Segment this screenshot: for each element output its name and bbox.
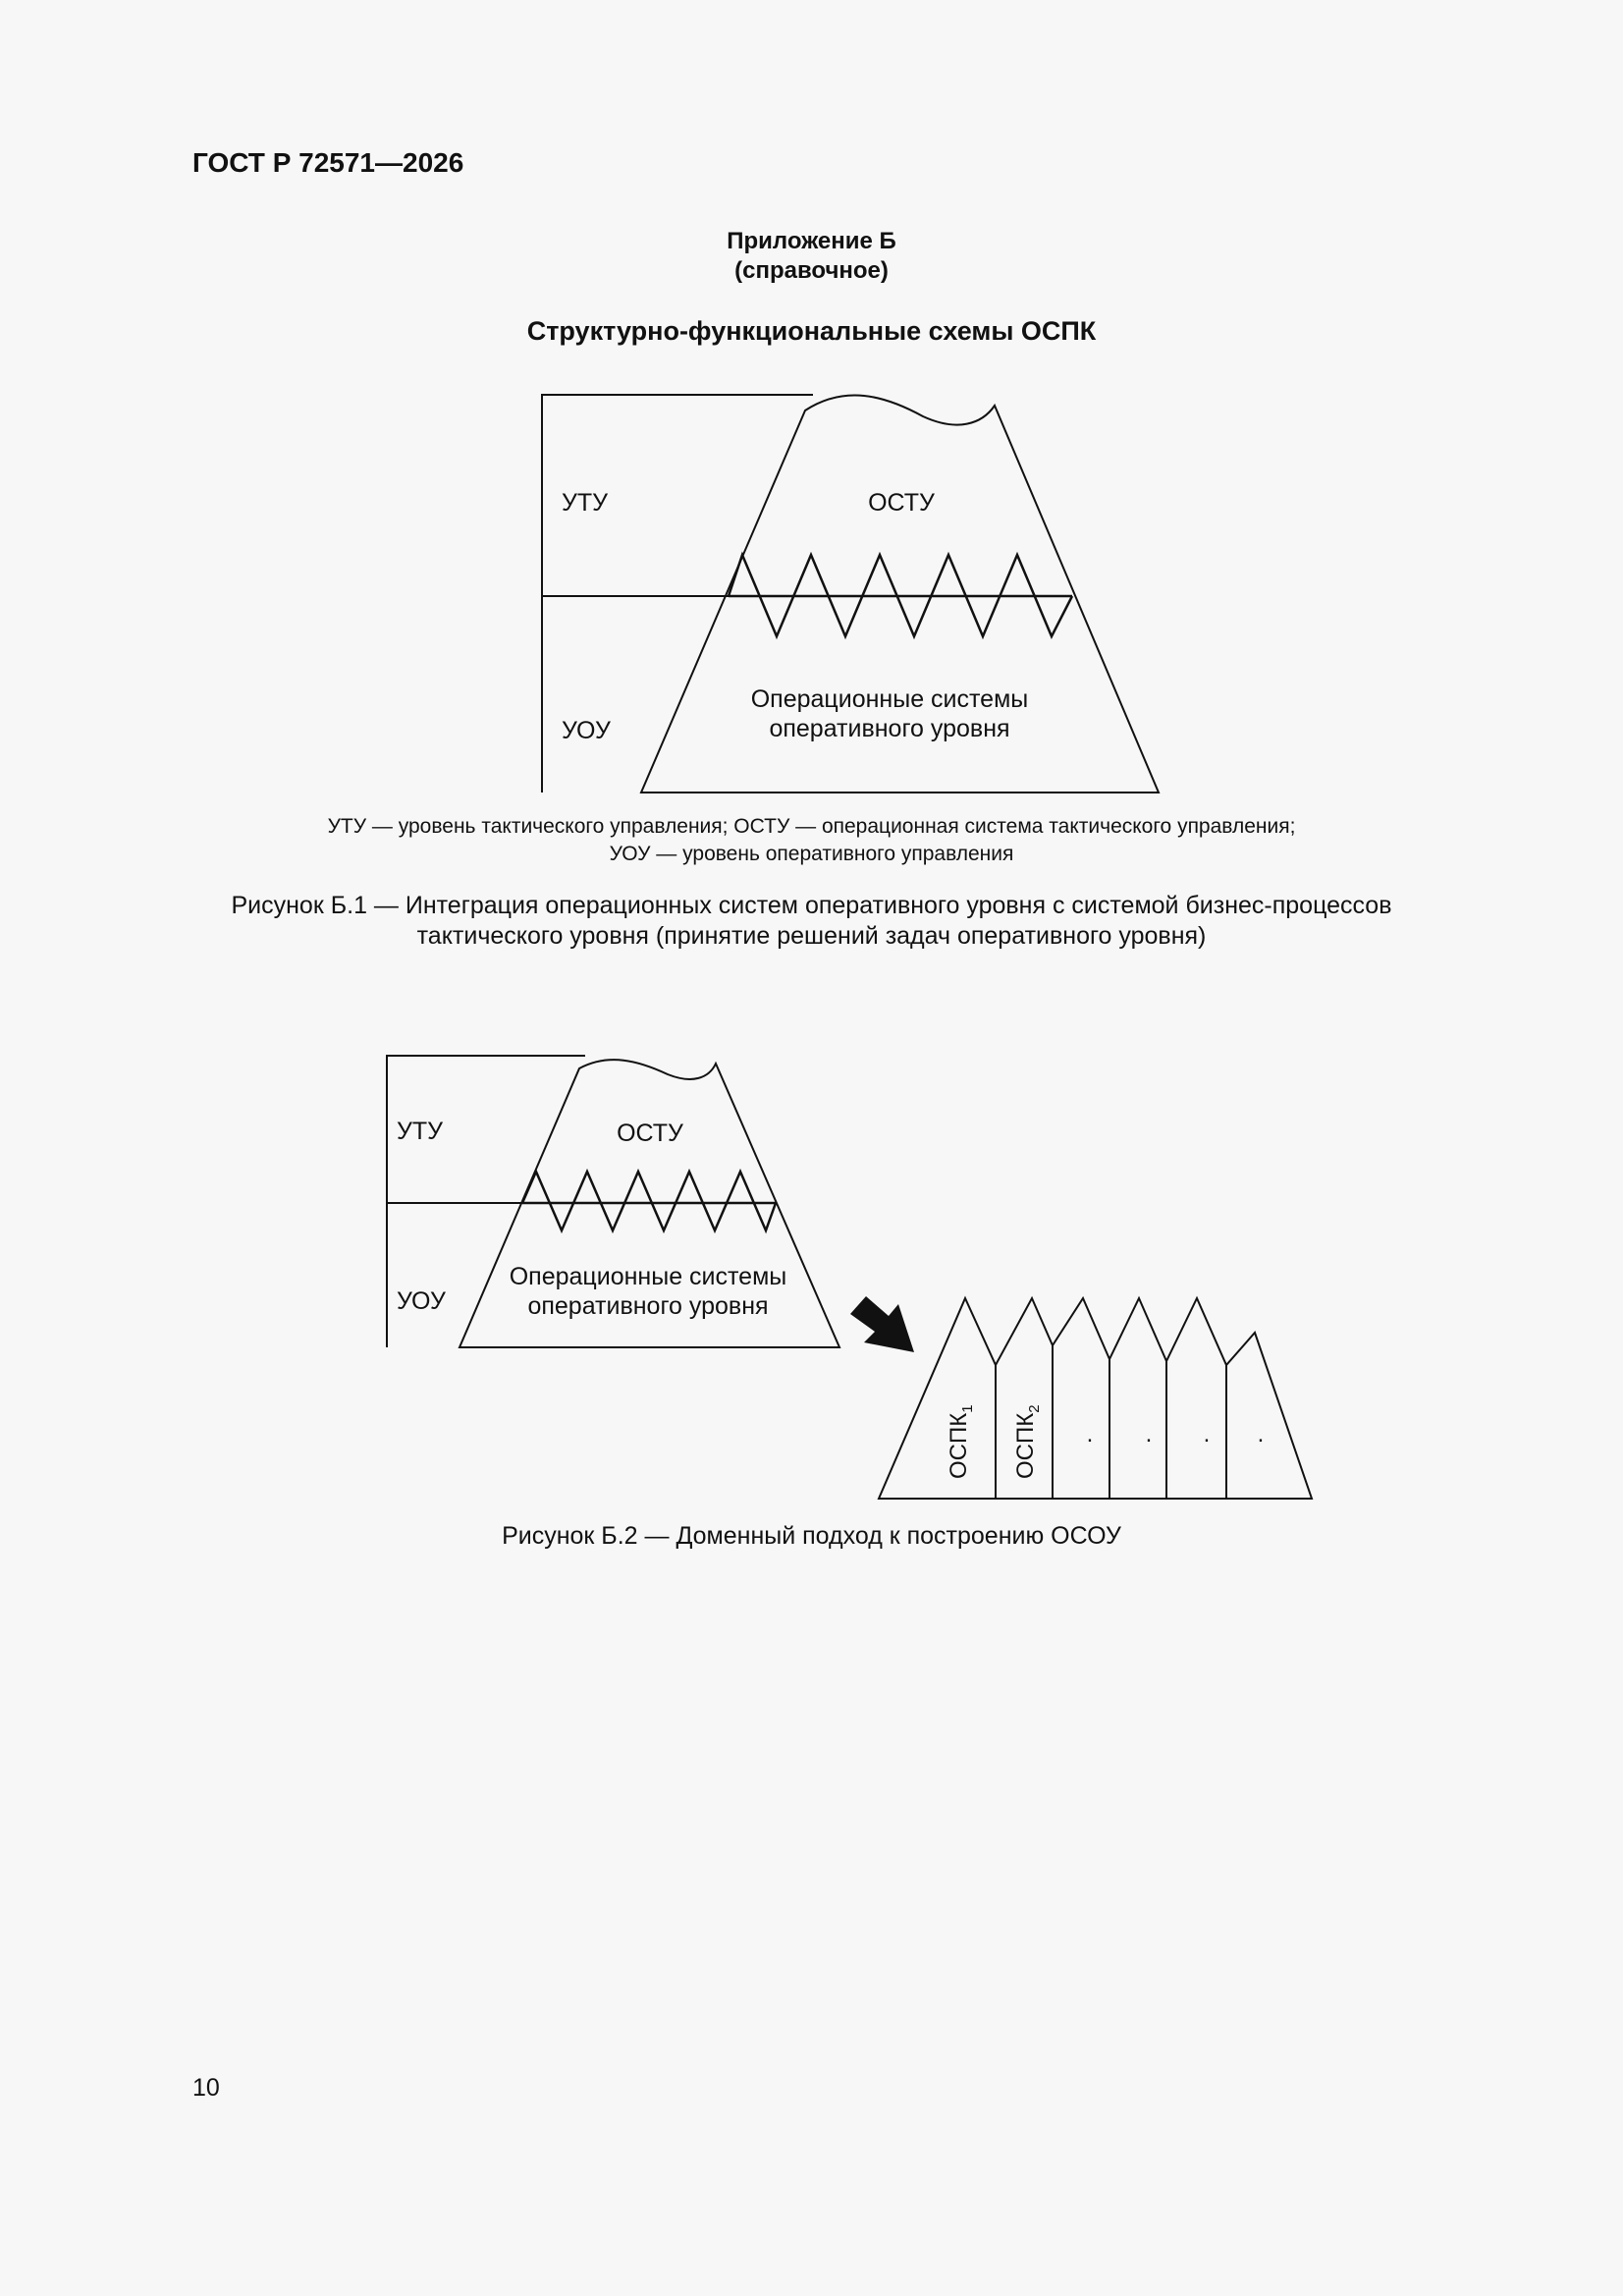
fig2-operational-line1: Операционные системы: [509, 1263, 787, 1290]
document-number: ГОСТ Р 72571—2026: [192, 147, 464, 178]
domain-label-1: $ОСПК_1$: [946, 1404, 976, 1479]
domain-label-1-subscript: 1: [959, 1404, 976, 1413]
fig2-label-uou: УОУ: [397, 1287, 446, 1315]
fig2-caption: Рисунок Б.2 — Доменный подход к построению ОСОУ: [502, 1522, 1121, 1550]
section-heading: Структурно-функциональные схемы ОСПК: [526, 316, 1097, 346]
fig1-legend-line2: УОУ — уровень оперативного управления: [609, 843, 1014, 865]
domain-label-2: $ОСПК_2$: [1012, 1404, 1043, 1479]
fig1-caption-line1: Рисунок Б.1 — Интеграция операционных систем оперативного уровня с системой бизнес-процессов: [231, 892, 1392, 919]
domain-dot-4: .: [1257, 1421, 1265, 1448]
appendix-title: Приложение Б: [727, 228, 896, 254]
arrow-icon: [850, 1296, 914, 1352]
fig1-legend-line1: УТУ — уровень тактического управления; ОСТУ — операционная система тактического управления;: [327, 815, 1296, 838]
domain-blocks-outline: [879, 1298, 1312, 1499]
fig1-operational-line1: Операционные системы: [750, 685, 1029, 713]
fig1-operational-line2: оперативного уровня: [769, 715, 1010, 742]
fig2-operational-line2: оперативного уровня: [527, 1292, 769, 1320]
fig2-label-utu: УТУ: [397, 1118, 444, 1145]
fig1-ostu-label: ОСТУ: [868, 489, 935, 517]
fig2-zigzag-line: [522, 1172, 776, 1230]
fig1-caption-line2: тактического уровня (принятие решений задач оперативного уровня): [416, 922, 1207, 950]
appendix-subtitle: (справочное): [734, 257, 889, 284]
fig1-label-utu: УТУ: [562, 489, 609, 517]
domain-dot-1: .: [1086, 1421, 1094, 1448]
domain-label-2-subscript: 2: [1026, 1404, 1043, 1413]
domain-dot-3: .: [1203, 1421, 1211, 1448]
page-number: 10: [192, 2074, 220, 2102]
fig2-ostu-label: ОСТУ: [617, 1120, 683, 1147]
domain-dot-2: .: [1145, 1421, 1153, 1448]
fig1-label-uou: УОУ: [562, 717, 611, 744]
